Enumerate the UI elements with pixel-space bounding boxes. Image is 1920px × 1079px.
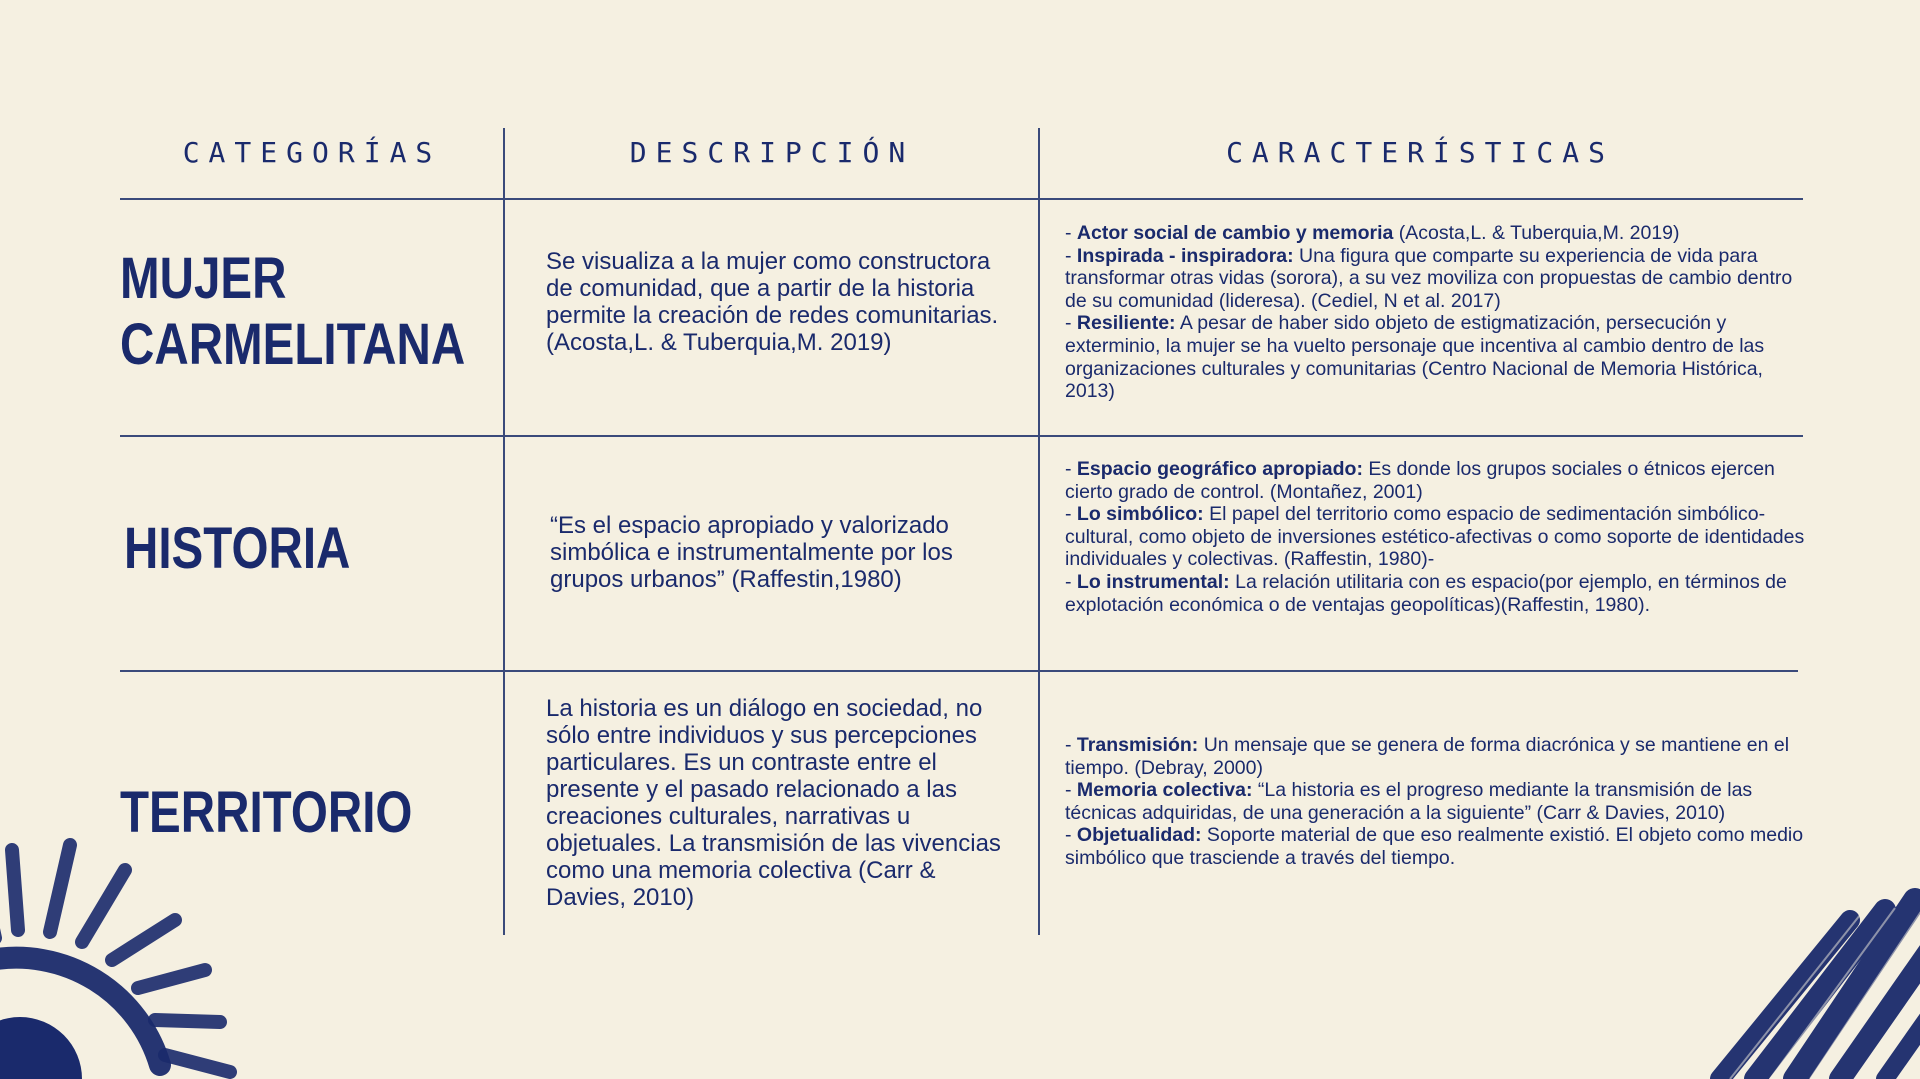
characteristics-cell	[1065, 222, 1805, 403]
characteristic-text: Es donde los grupos sociales o étnicos ejercen cierto grado de control. (Montañez, 2001)	[1065, 458, 1775, 503]
characteristic-text: El papel del territorio como espacio de sedimentación simbólico-cultural, como objeto de inversiones estético-afectivas o como soporte de identidades individuales y colectivas. (Raffestin, 1980)-	[1065, 503, 1805, 571]
column-divider-2	[1038, 128, 1040, 935]
characteristic-item: - Lo simbólico: El papel del territorio como espacio de sedimentación simbólico-cultural, como objeto de inversiones estético-afectivas o como soporte de identidades individuales y colectivas. (Raffestin, 1980)-	[1065, 503, 1805, 571]
category-title-line: MUJER	[120, 246, 287, 311]
category-title-line: CARMELITANA	[120, 312, 466, 377]
characteristic-item: - Memoria colectiva: “La historia es el progreso mediante la transmisión de las técnicas adquiridas, de una generación a la siguiente” (Carr & Davies, 2010)	[1065, 779, 1753, 824]
characteristic-term: Transmisión:	[1076, 734, 1199, 756]
characteristic-item: - Inspirada - inspiradora: Una figura que comparte su experiencia de vida para transformar otras vidas (sorora), a su vez moviliza con propuestas de cambio dentro de su comunidad (lideresa). (Cediel, N et al. 2017)	[1065, 244, 1793, 312]
characteristic-text: “La historia es el progreso mediante la transmisión de las técnicas adquiridas, de una generación a la siguiente” (Carr & Davies, 2010)	[1065, 779, 1753, 824]
row-divider-2	[120, 670, 1798, 672]
header-characteristics: CARACTERÍSTICAS	[1226, 136, 1614, 169]
characteristic-item: - Actor social de cambio y memoria (Acosta,L. & Tuberquia,M. 2019)	[1065, 222, 1680, 244]
category-title-line: HISTORIA	[124, 516, 351, 581]
row-divider-header	[120, 198, 1803, 200]
characteristic-term: Espacio geográfico apropiado:	[1076, 458, 1363, 480]
characteristic-term: Memoria colectiva:	[1076, 779, 1253, 802]
category-title	[120, 246, 466, 378]
header-description: DESCRIPCIÓN	[629, 136, 915, 169]
characteristic-term: Objetualidad:	[1076, 824, 1202, 847]
row-divider-1	[120, 435, 1803, 437]
characteristic-item: - Lo instrumental: La relación utilitaria con es espacio(por ejemplo, en términos de explotación económica o de ventajas geopolíticas)(Raffestin, 1980).	[1065, 570, 1787, 616]
description-cell: La historia es un diálogo en sociedad, no sólo entre individuos y sus percepciones particulares. Es un contraste entre el presente y el pasado relacionado a las creaciones culturales, narrativas u objetuales. La transmisión de las vivencias como una memoria colectiva (Carr & Davies, 2010)	[546, 695, 1001, 911]
characteristics-cell	[1065, 734, 1805, 870]
brush-stroke-decoration	[1700, 800, 1920, 1079]
description-cell: Se visualiza a la mujer como constructora de comunidad, que a partir de la historia permite la creación de redes comunitarias. (Acosta,L. & Tuberquia,M. 2019)	[546, 248, 999, 356]
characteristic-text: Una figura que comparte su experiencia de vida para transformar otras vidas (sorora), a su vez moviliza con propuestas de cambio dentro de su comunidad (lideresa). (Cediel, N et al. 2017)	[1065, 244, 1793, 312]
column-divider-1	[503, 128, 505, 935]
category-title-line: TERRITORIO	[120, 780, 413, 845]
characteristic-item: - Transmisión: Un mensaje que se genera de forma diacrónica y se mantiene en el tiempo. (Debray, 2000)	[1065, 734, 1790, 779]
characteristic-item: - Objetualidad: Soporte material de que eso realmente existió. El objeto como medio simbólico que trasciende a través del tiempo.	[1065, 824, 1804, 869]
characteristic-text: La relación utilitaria con es espacio(por ejemplo, en términos de explotación económica o de ventajas geopolíticas)(Raffestin, 1980).	[1065, 570, 1787, 616]
characteristic-item: - Espacio geográfico apropiado: Es donde los grupos sociales o étnicos ejercen cierto grado de control. (Montañez, 2001)	[1065, 458, 1775, 503]
characteristic-item: - Resiliente: A pesar de haber sido objeto de estigmatización, persecución y exterminio, la mujer se ha vuelto personaje que incentiva al cambio dentro de las organizaciones culturales y comunitarias (Centro Nacional de Memoria Histórica, 2013)	[1065, 312, 1765, 403]
header-categories: CATEGORÍAS	[182, 136, 442, 169]
characteristic-text: Soporte material de que eso realmente existió. El objeto como medio simbólico que trasciende a través del tiempo.	[1065, 824, 1804, 869]
characteristic-term: Actor social de cambio y memoria	[1076, 222, 1394, 244]
characteristic-text: A pesar de haber sido objeto de estigmatización, persecución y exterminio, la mujer se ha vuelto personaje que incentiva al cambio dentro de las organizaciones culturales y comunitarias (Centro Nacional de Memoria Histórica, 2013)	[1065, 312, 1765, 403]
description-cell: “Es el espacio apropiado y valorizado simbólica e instrumentalmente por los grupos urbanos” (Raffestin,1980)	[550, 512, 953, 593]
characteristic-term: Lo instrumental:	[1076, 570, 1230, 593]
characteristic-term: Inspirada - inspiradora:	[1076, 244, 1294, 267]
characteristic-text: Un mensaje que se genera de forma diacrónica y se mantiene en el tiempo. (Debray, 2000)	[1065, 734, 1790, 779]
characteristics-cell	[1065, 458, 1805, 616]
sun-brush-decoration	[0, 810, 240, 1079]
category-title	[124, 516, 436, 582]
characteristic-text: (Acosta,L. & Tuberquia,M. 2019)	[1393, 222, 1680, 244]
characteristic-term: Resiliente:	[1076, 312, 1176, 335]
characteristic-term: Lo simbólico:	[1076, 503, 1204, 526]
